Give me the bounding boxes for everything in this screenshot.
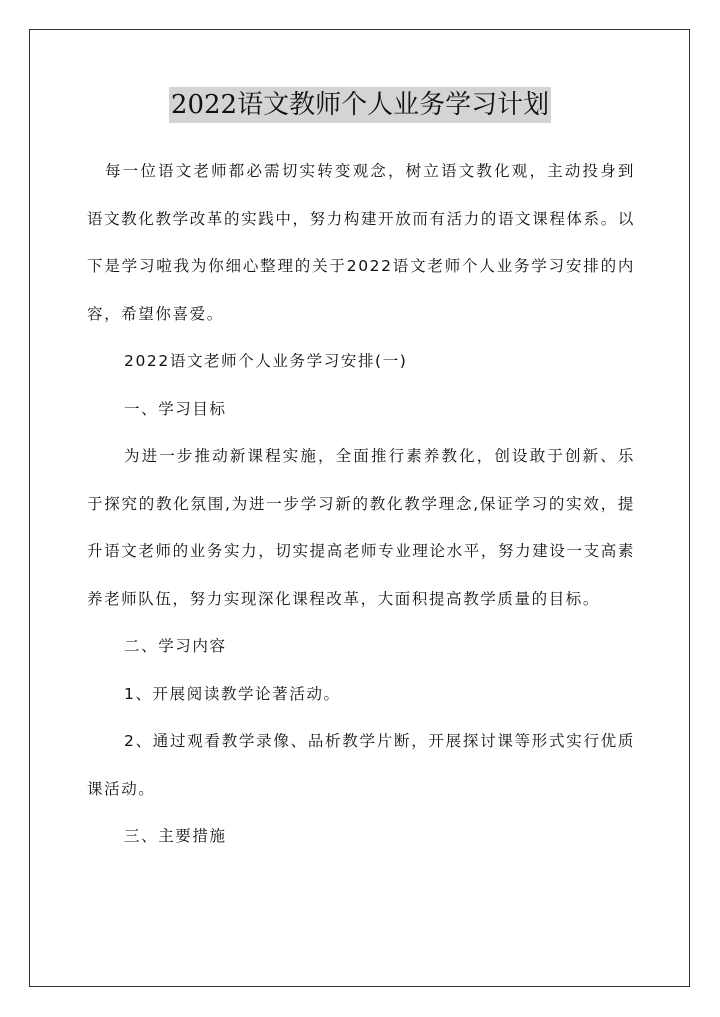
- section-heading-measures: 三、主要措施: [124, 827, 227, 845]
- intro-paragraph: 每一位语文老师都必需切实转变观念，树立语文教化观，主动投身到语文教化教学改革的实践中，努力构建开放而有活力的语文课程体系。以下是学习啦我为你细心整理的关于2022语文老师个人业务学习安排的内容，希望你喜爱。: [87, 162, 635, 323]
- section-heading-plan-one: 2022语文老师个人业务学习安排(一): [124, 352, 408, 370]
- section-heading-goals: 一、学习目标: [124, 399, 227, 418]
- goals-paragraph: 为进一步推动新课程实施，全面推行素养教化，创设敢于创新、乐于探究的教化氛围,为进一步学习新的教化教学理念,保证学习的实效，提升语文老师的业务实力，切实提高老师专业理论水平，努力建设一支高素养老师队伍，努力实现深化课程改革，大面积提高教学质量的目标。: [87, 447, 635, 608]
- title-container: [0, 87, 720, 123]
- document-body: [87, 148, 635, 861]
- section-heading-content: 二、学习内容: [124, 637, 227, 655]
- document-title: 2022语文教师个人业务学习计划: [169, 87, 551, 123]
- content-item-1: 1、开展阅读教学论著活动。: [124, 684, 341, 703]
- content-item-2: 2、通过观看教学录像、品析教学片断，开展探讨课等形式实行优质课活动。: [87, 732, 635, 798]
